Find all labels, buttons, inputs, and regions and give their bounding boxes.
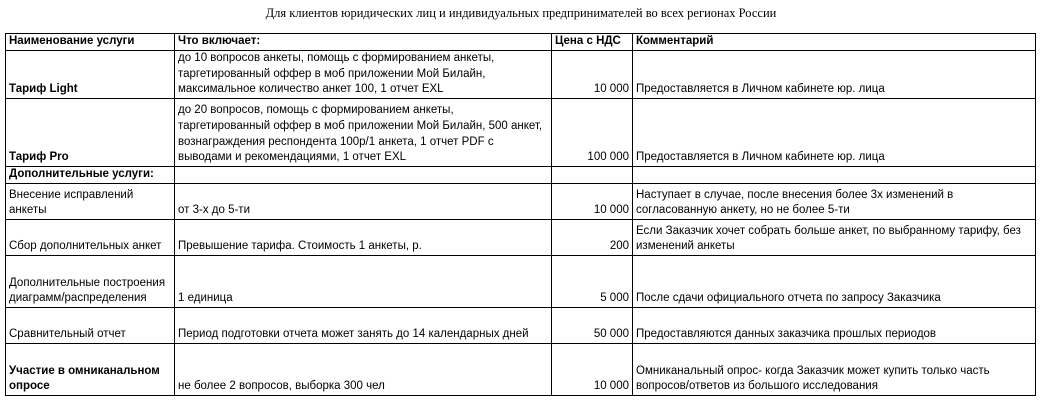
header-comment: Комментарий	[633, 34, 1036, 51]
service-name: Сравнительный отчет	[6, 307, 175, 343]
price-table	[5, 33, 1036, 396]
service-includes: не более 2 вопросов, выборка 300 чел	[175, 343, 552, 395]
service-name: Сбор дополнительных анкет	[6, 219, 175, 255]
empty-cell	[175, 166, 552, 183]
page-title: Для клиентов юридических лиц и индивидуальных предпринимателей во всех регионах России	[265, 6, 777, 20]
header-price: Цена с НДС	[552, 34, 633, 51]
service-price: 200	[552, 219, 633, 255]
service-includes: от 3-х до 5-ти	[175, 183, 552, 219]
service-includes: до 20 вопросов, помощь с формированием анкеты, таргетированный оффер в моб приложении Мой Билайн, 500 анкет, вознаграждения респондента 100р/1 анкета, 1 отчет PDF с выводами и рекомендациями, 1 отчет EXL	[175, 98, 552, 166]
table-row	[6, 51, 1036, 99]
section-heading: Дополнительные услуги:	[6, 166, 175, 183]
empty-cell	[552, 166, 633, 183]
service-comment: После сдачи официального отчета по запросу Заказчика	[633, 255, 1036, 307]
service-comment: Наступает в случае, после внесения более 3х изменений в согласованную анкету, но не более 5-ти	[633, 183, 1036, 219]
service-includes: Превышение тарифа. Стоимость 1 анкеты, р.	[175, 219, 552, 255]
service-price: 10 000	[552, 343, 633, 395]
table-row	[6, 343, 1036, 395]
table-row	[6, 255, 1036, 307]
section-row	[6, 166, 1036, 183]
table-row	[6, 183, 1036, 219]
table-row	[6, 98, 1036, 166]
service-price: 10 000	[552, 51, 633, 99]
header-includes: Что включает:	[175, 34, 552, 51]
service-name: Участие в омниканальном опросе	[6, 343, 175, 395]
service-name: Тариф Light	[6, 51, 175, 99]
empty-cell	[633, 166, 1036, 183]
service-price: 50 000	[552, 307, 633, 343]
service-comment: Предоставляются данных заказчика прошлых периодов	[633, 307, 1036, 343]
table-header-row	[6, 34, 1036, 51]
service-comment: Омниканальный опрос- когда Заказчик может купить только часть вопросов/ответов из большого исследования	[633, 343, 1036, 395]
service-name: Тариф Pro	[6, 98, 175, 166]
service-price: 10 000	[552, 183, 633, 219]
service-comment: Предоставляется в Личном кабинете юр. лица	[633, 98, 1036, 166]
service-includes: Период подготовки отчета может занять до 14 календарных дней	[175, 307, 552, 343]
service-includes: до 10 вопросов анкеты, помощь с формированием анкеты, таргетированный оффер в моб приложении Мой Билайн, максимальное количество анкет 100, 1 отчет EXL	[175, 51, 552, 99]
service-name: Внесение исправлений анкеты	[6, 183, 175, 219]
service-comment: Предоставляется в Личном кабинете юр. лица	[633, 51, 1036, 99]
table-row	[6, 307, 1036, 343]
service-includes: 1 единица	[175, 255, 552, 307]
header-service-name: Наименование услуги	[6, 34, 175, 51]
service-price: 5 000	[552, 255, 633, 307]
service-comment: Если Заказчик хочет собрать больше анкет, по выбранному тарифу, без изменений анкеты	[633, 219, 1036, 255]
table-row	[6, 219, 1036, 255]
service-price: 100 000	[552, 98, 633, 166]
service-name: Дополнительные построения диаграмм/распределения	[6, 255, 175, 307]
